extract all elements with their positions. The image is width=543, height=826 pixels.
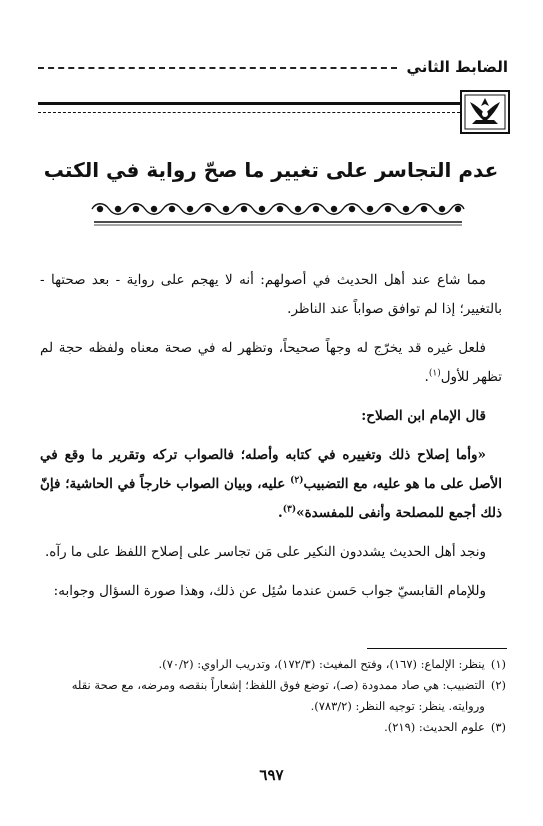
footnote-text: ينظر: الإلماع: (١٦٧)، وفتح المغيث: (١٧٢/٣)، وتدريب الراوي: (٧٠/٢).	[158, 657, 485, 671]
quotation	[40, 441, 502, 528]
paragraph: مما شاع عند أهل الحديث في أصولهم: أنه لا يهجم على رواية - بعد صحتها - بالتغيير؛ إذا لم توافق صواباً عند الناظر.	[40, 272, 502, 317]
footnote-text: التضبيب: هي صاد ممدودة (صـ)، توضع فوق اللفظ؛ إشعاراً بنقصه ومرضه، مع صحة نقله وروايته. ينظر: توجيه النظر: (٧٨٣/٢).	[71, 678, 485, 713]
ornament-thick-rule	[38, 102, 460, 105]
paragraph	[40, 334, 502, 392]
footnote	[36, 717, 506, 738]
paragraph: وللإمام القابسيّ جواب حَسن عندما سُئِل عن ذلك، وهذا صورة السؤال وجوابه:	[53, 583, 486, 599]
running-header-title: الضابط الثاني	[406, 58, 508, 76]
ornament-dashed-rule	[38, 112, 460, 113]
footnote-number: (١)	[490, 657, 506, 671]
footnote	[36, 675, 506, 717]
paragraph-text: فلعل غيره قد يخرّج له وجهاً صحيحاً، وتظهر له في صحة معناه ولفظه حجة لم تظهر للأول	[40, 340, 502, 385]
footnote-ref[interactable]: (١)	[428, 368, 441, 379]
footnote-number: (٢)	[490, 678, 506, 692]
running-header	[38, 56, 508, 78]
quotation-text: «وأما إصلاح ذلك وتغييره في كتابه وأصله؛ فالصواب تركه وتقرير ما وقع في الأصل على ما هو عليه، مع التضبيب	[40, 447, 502, 492]
footnote-number: (٣)	[490, 720, 506, 734]
footnote-ref[interactable]: (٢)	[290, 475, 304, 486]
quote-heading: قال الإمام ابن الصلاح:	[361, 408, 486, 424]
chapter-title: عدم التجاسر على تغيير ما صحّ رواية في الكتب	[43, 158, 499, 182]
footnote-text: علوم الحديث: (٢١٩).	[384, 720, 485, 734]
quotation-text: عليه، وبيان الصواب خارجاً في الحاشية؛ فإنّ ذلك أجمع للمصلحة وأنفى للمفسدة»	[40, 476, 502, 521]
footnote-ref[interactable]: (٣)	[282, 504, 297, 515]
footnote	[36, 654, 506, 675]
page-number: ٦٩٧	[259, 766, 284, 784]
chapter-ornament	[38, 88, 510, 134]
main-text	[40, 266, 502, 616]
footnotes	[36, 654, 506, 738]
paragraph: ونجد أهل الحديث يشددون النكير على مَن تجاسر على إصلاح اللفظ على ما رآه.	[44, 544, 486, 560]
footnote-separator	[367, 648, 507, 649]
quotation-end: .	[278, 505, 283, 521]
decorative-divider	[90, 198, 466, 228]
running-header-rule	[38, 67, 397, 69]
paragraph-end: .	[424, 369, 429, 385]
floral-emblem-icon	[460, 90, 510, 134]
